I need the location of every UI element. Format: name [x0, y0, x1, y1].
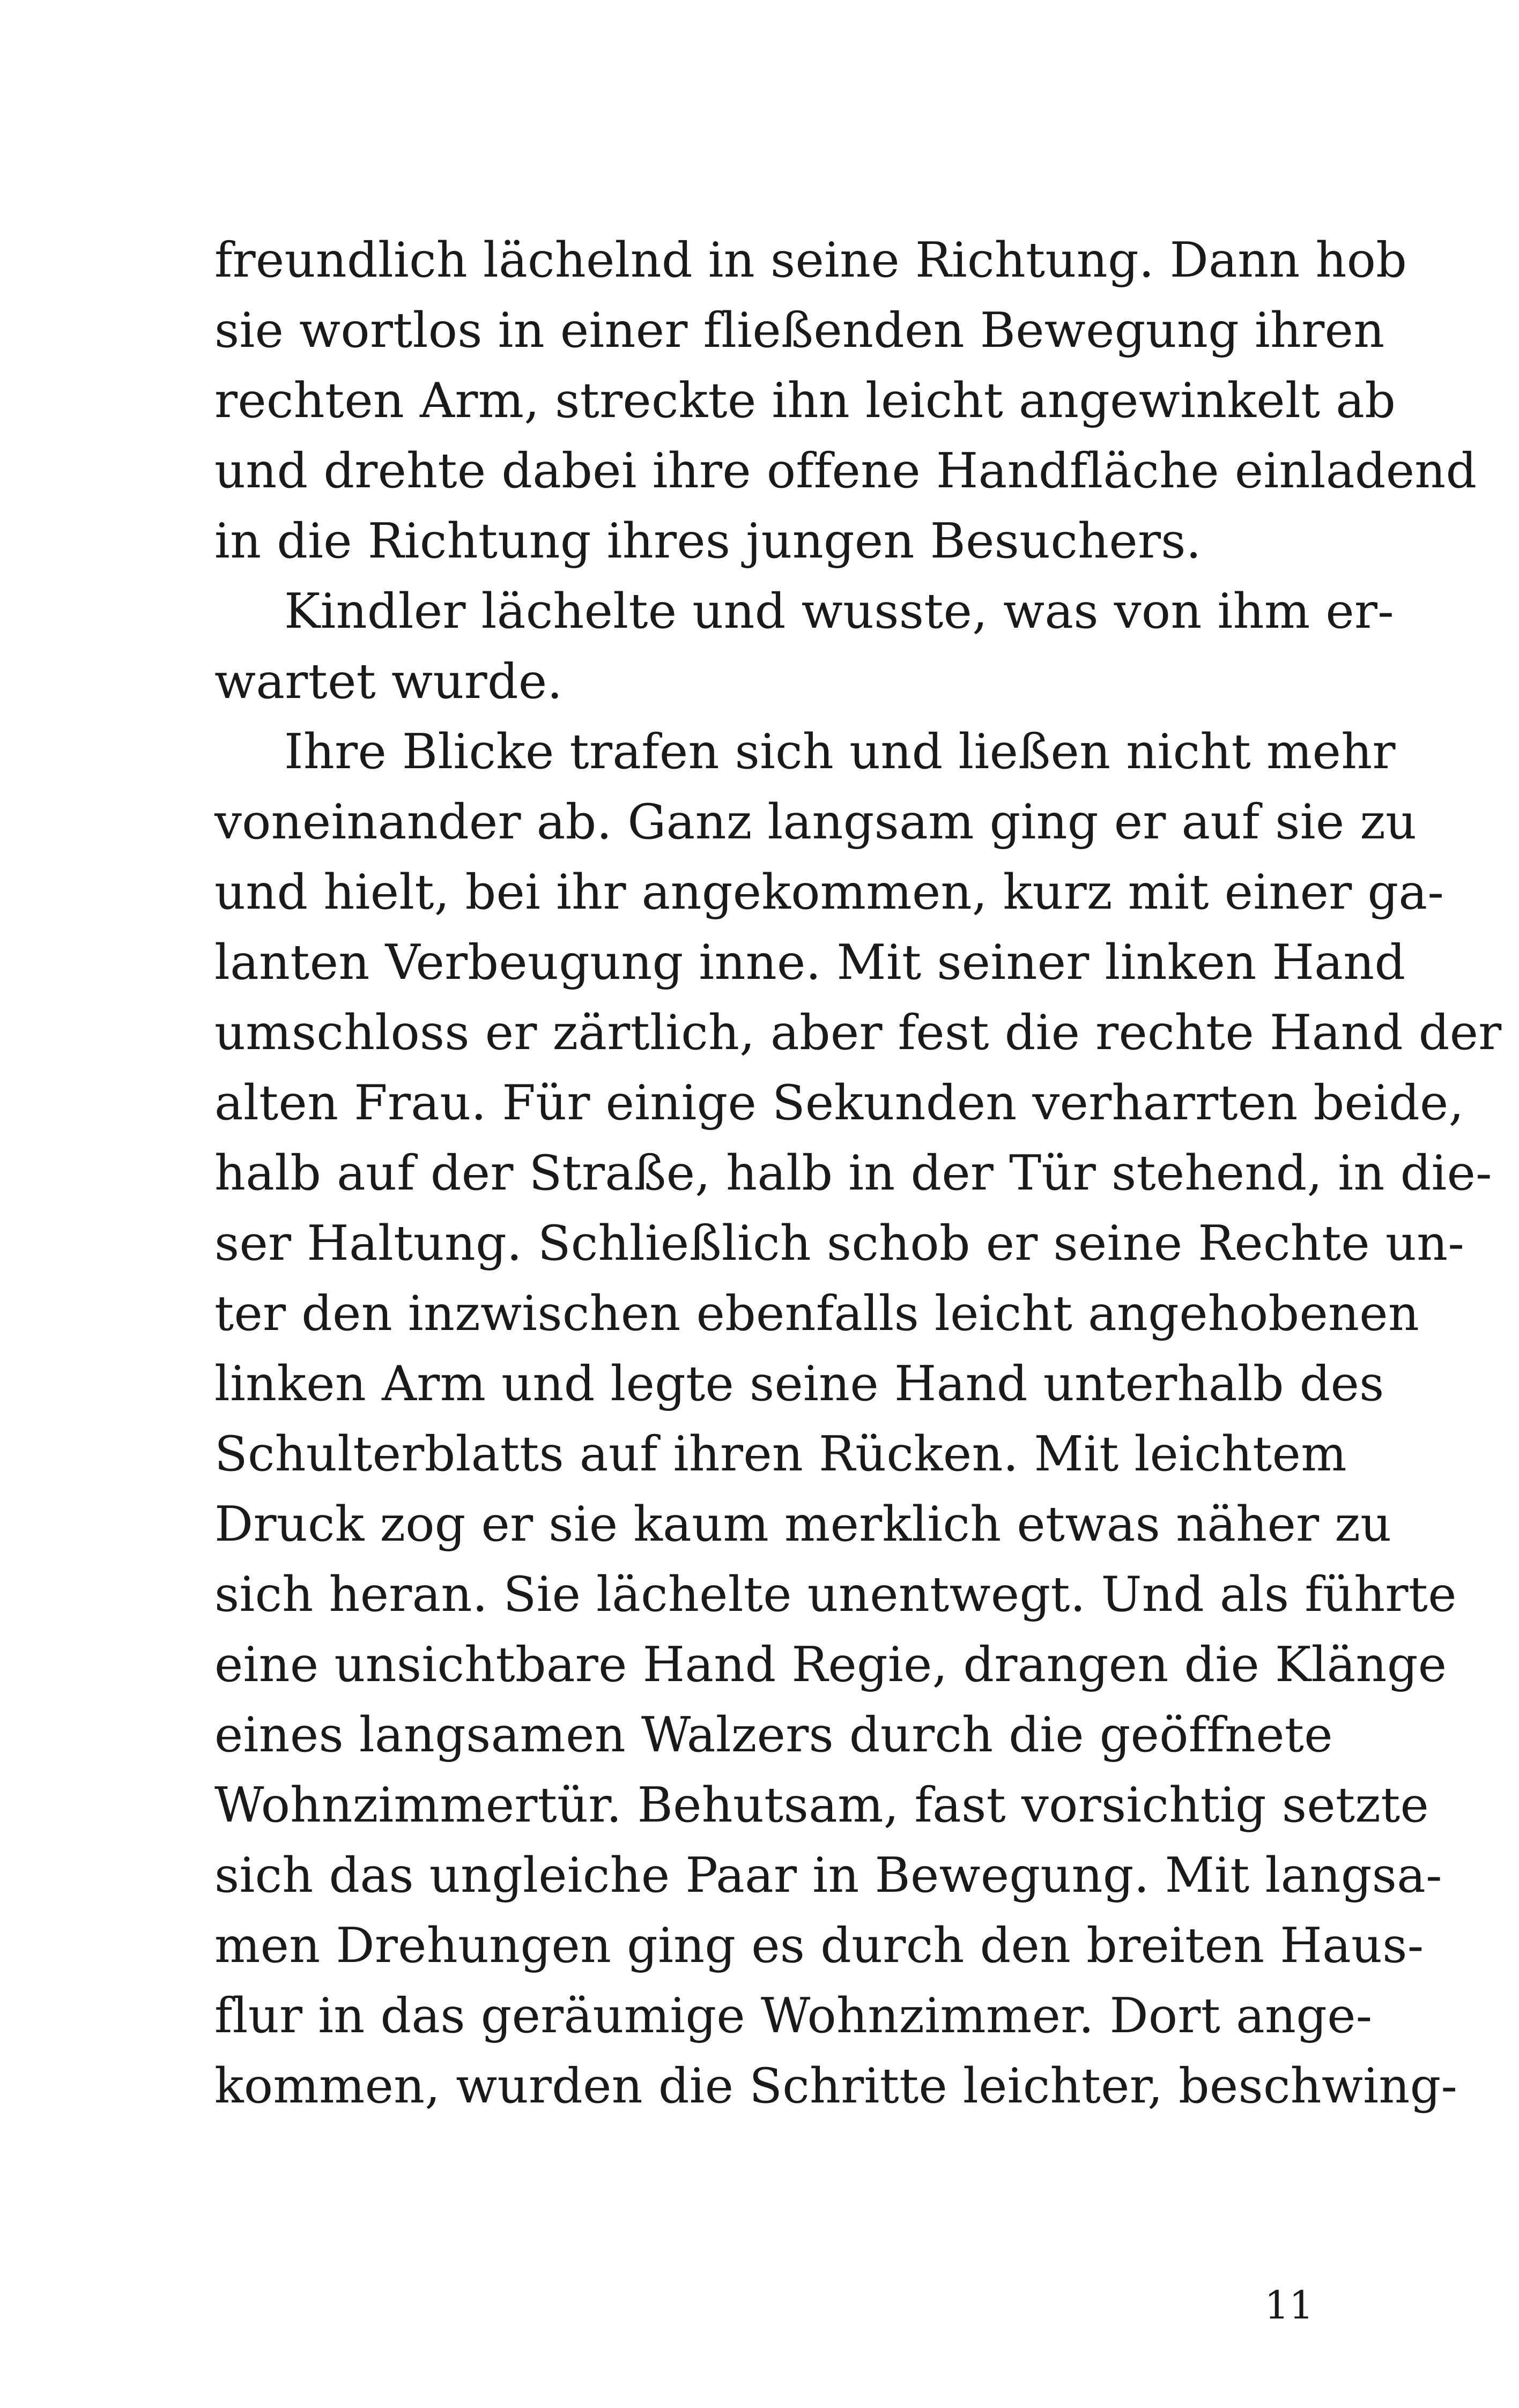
text-line: flur in das geräumige Wohnzimmer. Dort ange-	[214, 1988, 1373, 2044]
text-line: eines langsamen Walzers durch die geöffnete	[214, 1707, 1333, 1763]
text-line: Druck zog er sie kaum merklich etwas näher zu	[214, 1496, 1392, 1552]
text-line: ser Haltung. Schließlich schob er seine Rechte un-	[214, 1215, 1465, 1272]
body-text	[214, 225, 1502, 2121]
text-line: lanten Verbeugung inne. Mit seiner linken Hand	[214, 934, 1406, 991]
text-line: sie wortlos in einer fließenden Bewegung ihren	[214, 302, 1385, 359]
text-line: sich das ungleiche Paar in Bewegung. Mit langsa-	[214, 1847, 1442, 1904]
text-line: und hielt, bei ihr angekommen, kurz mit einer ga-	[214, 864, 1444, 920]
text-line: halb auf der Straße, halb in der Tür stehend, in die-	[214, 1145, 1492, 1201]
text-line: eine unsichtbare Hand Regie, drangen die Klänge	[214, 1637, 1447, 1693]
text-line: sich heran. Sie lächelte unentwegt. Und als führte	[214, 1566, 1457, 1623]
text-line: Wohnzimmertür. Behutsam, fast vorsichtig setzte	[214, 1777, 1429, 1833]
text-line: linken Arm und legte seine Hand unterhalb des	[214, 1356, 1384, 1412]
text-line: Kindler lächelte und wusste, was von ihm er-	[284, 583, 1395, 640]
text-line: in die Richtung ihres jungen Besuchers.	[214, 513, 1202, 569]
text-line: Schulterblatts auf ihren Rücken. Mit leichtem	[214, 1426, 1347, 1482]
text-line: wartet wurde.	[214, 653, 563, 710]
text-line: und drehte dabei ihre offene Handfläche einladend	[214, 443, 1477, 499]
text-line: voneinander ab. Ganz langsam ging er auf sie zu	[214, 794, 1417, 850]
page-number: 11	[1264, 2283, 1314, 2328]
text-line: Ihre Blicke trafen sich und ließen nicht mehr	[284, 724, 1396, 780]
text-line: kommen, wurden die Schritte leichter, beschwing-	[214, 2058, 1458, 2114]
text-line: alten Frau. Für einige Sekunden verharrten beide,	[214, 1075, 1464, 1131]
text-line: men Drehungen ging es durch den breiten Haus-	[214, 1918, 1424, 1974]
text-line: ter den inzwischen ebenfalls leicht angehobenen	[214, 1285, 1420, 1342]
text-line: freundlich lächelnd in seine Richtung. Dann hob	[214, 232, 1407, 288]
text-line: rechten Arm, streckte ihn leicht angewinkelt ab	[214, 373, 1396, 429]
text-line: umschloss er zärtlich, aber fest die rechte Hand der	[214, 1005, 1502, 1061]
